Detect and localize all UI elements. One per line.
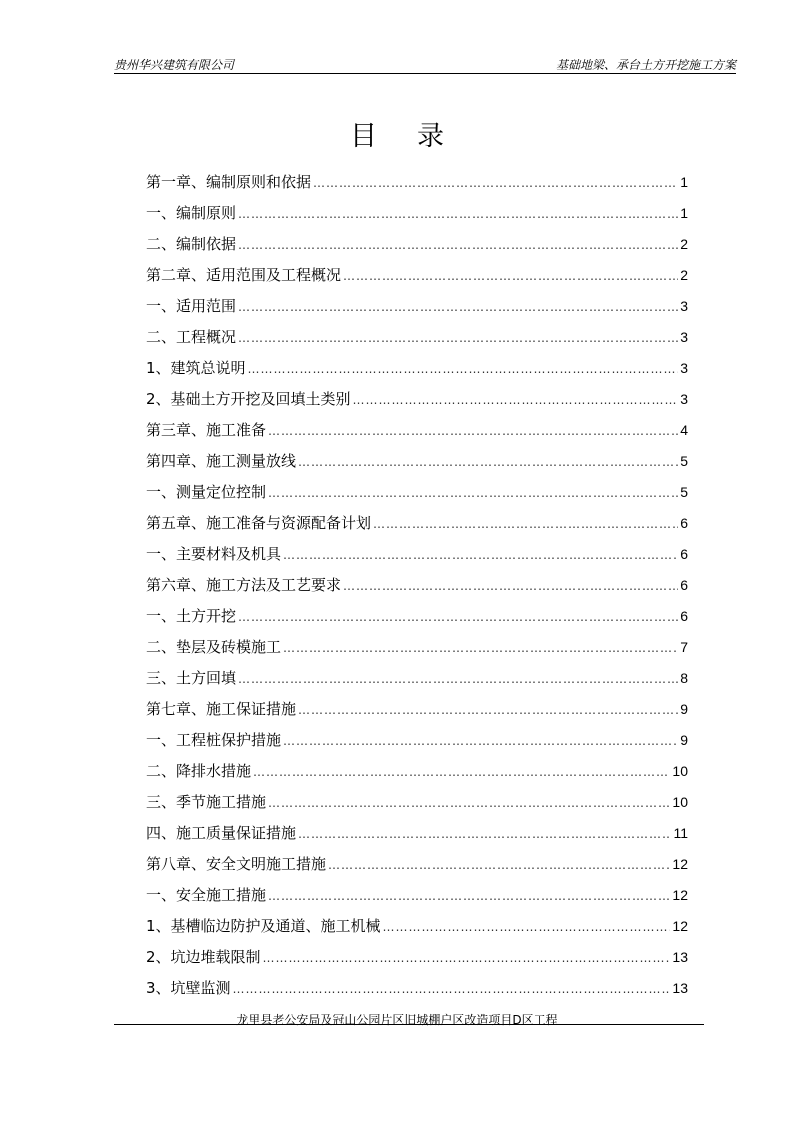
toc-entry[interactable] bbox=[146, 353, 688, 384]
toc-entry-title: 二、工程概况 bbox=[146, 328, 237, 346]
toc-entry[interactable] bbox=[146, 508, 688, 539]
toc-dot-leader bbox=[313, 168, 678, 199]
toc-dot-leader bbox=[283, 726, 678, 757]
toc-entry-page-number: 6 bbox=[680, 608, 688, 624]
toc-entry-title: 二、编制依据 bbox=[146, 235, 237, 253]
toc-entry-page-number: 7 bbox=[680, 639, 688, 655]
header-document-title: 基础地梁、承台土方开挖施工方案 bbox=[555, 58, 736, 72]
toc-dot-leader bbox=[373, 509, 678, 540]
toc-entry[interactable] bbox=[146, 291, 688, 322]
toc-entry-page-number: 1 bbox=[680, 205, 688, 221]
toc-entry-title: 第二章、适用范围及工程概况 bbox=[146, 266, 342, 284]
toc-dot-leader bbox=[298, 447, 678, 478]
toc-entry-page-number: 9 bbox=[680, 701, 688, 717]
toc-entry-page-number: 10 bbox=[672, 763, 688, 779]
toc-entry-title: 第四章、施工测量放线 bbox=[146, 452, 297, 470]
toc-entry-title: 第七章、施工保证措施 bbox=[146, 700, 297, 718]
toc-entry-page-number: 11 bbox=[673, 825, 688, 841]
toc-dot-leader bbox=[238, 199, 678, 230]
toc-entry-title: 第五章、施工准备与资源配备计划 bbox=[146, 514, 372, 532]
toc-entry-page-number: 12 bbox=[672, 887, 688, 903]
toc-dot-leader bbox=[298, 695, 678, 726]
footer-rule bbox=[114, 1024, 704, 1028]
toc-entry-title: 第三章、施工准备 bbox=[146, 421, 267, 439]
toc-entry[interactable] bbox=[146, 415, 688, 446]
toc-entry[interactable] bbox=[146, 601, 688, 632]
toc-entry-page-number: 6 bbox=[680, 515, 688, 531]
toc-dot-leader bbox=[268, 416, 678, 447]
header-company-name: 贵州华兴建筑有限公司 bbox=[114, 58, 235, 72]
toc-dot-leader bbox=[238, 602, 678, 633]
toc-entry-page-number: 2 bbox=[680, 236, 688, 252]
toc-heading: 目录 bbox=[350, 121, 484, 152]
toc-entry-page-number: 1 bbox=[680, 174, 688, 190]
toc-dot-leader bbox=[383, 912, 671, 943]
toc-entry-title: 一、编制原则 bbox=[146, 204, 237, 222]
table-of-contents bbox=[146, 167, 688, 1004]
toc-entry[interactable] bbox=[146, 973, 688, 1004]
toc-dot-leader bbox=[283, 540, 678, 571]
toc-entry[interactable] bbox=[146, 539, 688, 570]
toc-dot-leader bbox=[353, 385, 679, 416]
toc-dot-leader bbox=[238, 323, 678, 354]
toc-entry-title: 第一章、编制原则和依据 bbox=[146, 173, 312, 191]
toc-entry-page-number: 3 bbox=[680, 298, 688, 314]
toc-entry-page-number: 6 bbox=[680, 577, 688, 593]
toc-entry-title: 3、坑壁监测 bbox=[146, 979, 231, 997]
toc-entry[interactable] bbox=[146, 942, 688, 973]
toc-entry-title: 一、主要材料及机具 bbox=[146, 545, 282, 563]
toc-entry-title: 一、土方开挖 bbox=[146, 607, 237, 625]
toc-entry[interactable] bbox=[146, 694, 688, 725]
toc-entry[interactable] bbox=[146, 570, 688, 601]
toc-entry-page-number: 12 bbox=[672, 918, 688, 934]
toc-entry-title: 四、施工质量保证措施 bbox=[146, 824, 297, 842]
toc-entry-title: 二、降排水措施 bbox=[146, 762, 252, 780]
toc-entry[interactable] bbox=[146, 229, 688, 260]
toc-entry[interactable] bbox=[146, 756, 688, 787]
toc-entry-page-number: 9 bbox=[680, 732, 688, 748]
toc-entry-title: 2、基础土方开挖及回填土类别 bbox=[146, 390, 351, 408]
toc-dot-leader bbox=[238, 230, 678, 261]
toc-entry-title: 一、安全施工措施 bbox=[146, 886, 267, 904]
toc-entry[interactable] bbox=[146, 167, 688, 198]
toc-entry-page-number: 13 bbox=[672, 949, 688, 965]
toc-entry[interactable] bbox=[146, 911, 688, 942]
toc-dot-leader bbox=[298, 819, 671, 850]
toc-entry-title: 二、垫层及砖模施工 bbox=[146, 638, 282, 656]
toc-entry-title: 一、工程桩保护措施 bbox=[146, 731, 282, 749]
toc-entry-page-number: 13 bbox=[672, 980, 688, 996]
toc-entry-title: 第八章、安全文明施工措施 bbox=[146, 855, 327, 873]
toc-dot-leader bbox=[283, 633, 678, 664]
toc-entry[interactable] bbox=[146, 198, 688, 229]
toc-dot-leader bbox=[263, 943, 671, 974]
toc-entry-page-number: 5 bbox=[680, 484, 688, 500]
toc-dot-leader bbox=[238, 292, 678, 323]
toc-entry-page-number: 6 bbox=[680, 546, 688, 562]
toc-entry[interactable] bbox=[146, 849, 688, 880]
toc-entry-page-number: 3 bbox=[680, 329, 688, 345]
toc-entry[interactable] bbox=[146, 880, 688, 911]
toc-dot-leader bbox=[233, 974, 671, 1005]
toc-dot-leader bbox=[248, 354, 679, 385]
toc-dot-leader bbox=[238, 664, 678, 695]
toc-entry-title: 一、测量定位控制 bbox=[146, 483, 267, 501]
toc-entry-title: 1、建筑总说明 bbox=[146, 359, 246, 377]
toc-entry[interactable] bbox=[146, 477, 688, 508]
toc-entry-page-number: 5 bbox=[680, 453, 688, 469]
toc-entry[interactable] bbox=[146, 260, 688, 291]
toc-entry-page-number: 8 bbox=[680, 670, 688, 686]
toc-entry[interactable] bbox=[146, 446, 688, 477]
toc-dot-leader bbox=[268, 478, 678, 509]
toc-entry-page-number: 2 bbox=[680, 267, 688, 283]
page-header bbox=[114, 55, 736, 74]
toc-entry-page-number: 3 bbox=[680, 360, 688, 376]
toc-entry[interactable] bbox=[146, 632, 688, 663]
toc-dot-leader bbox=[268, 788, 670, 819]
toc-entry[interactable] bbox=[146, 787, 688, 818]
toc-entry-title: 一、适用范围 bbox=[146, 297, 237, 315]
toc-entry-page-number: 3 bbox=[680, 391, 688, 407]
toc-entry-title: 1、基槽临边防护及通道、施工机械 bbox=[146, 917, 381, 935]
footer-project-name: 龙里县老公安局及冠山公园片区旧城棚户区改造项目D区工程 bbox=[236, 1013, 558, 1027]
toc-entry-title: 2、坑边堆载限制 bbox=[146, 948, 261, 966]
toc-entry-page-number: 10 bbox=[672, 794, 688, 810]
toc-entry-title: 三、季节施工措施 bbox=[146, 793, 267, 811]
toc-entry[interactable] bbox=[146, 818, 688, 849]
toc-entry-page-number: 4 bbox=[680, 422, 688, 438]
toc-entry-page-number: 12 bbox=[672, 856, 688, 872]
toc-dot-leader bbox=[268, 881, 670, 912]
toc-entry-title: 第六章、施工方法及工艺要求 bbox=[146, 576, 342, 594]
toc-dot-leader bbox=[343, 571, 678, 602]
toc-dot-leader bbox=[253, 757, 670, 788]
toc-dot-leader bbox=[343, 261, 678, 292]
toc-entry[interactable] bbox=[146, 663, 688, 694]
toc-entry[interactable] bbox=[146, 384, 688, 415]
toc-entry-title: 三、土方回填 bbox=[146, 669, 237, 687]
toc-dot-leader bbox=[328, 850, 670, 881]
toc-entry[interactable] bbox=[146, 725, 688, 756]
toc-entry[interactable] bbox=[146, 322, 688, 353]
